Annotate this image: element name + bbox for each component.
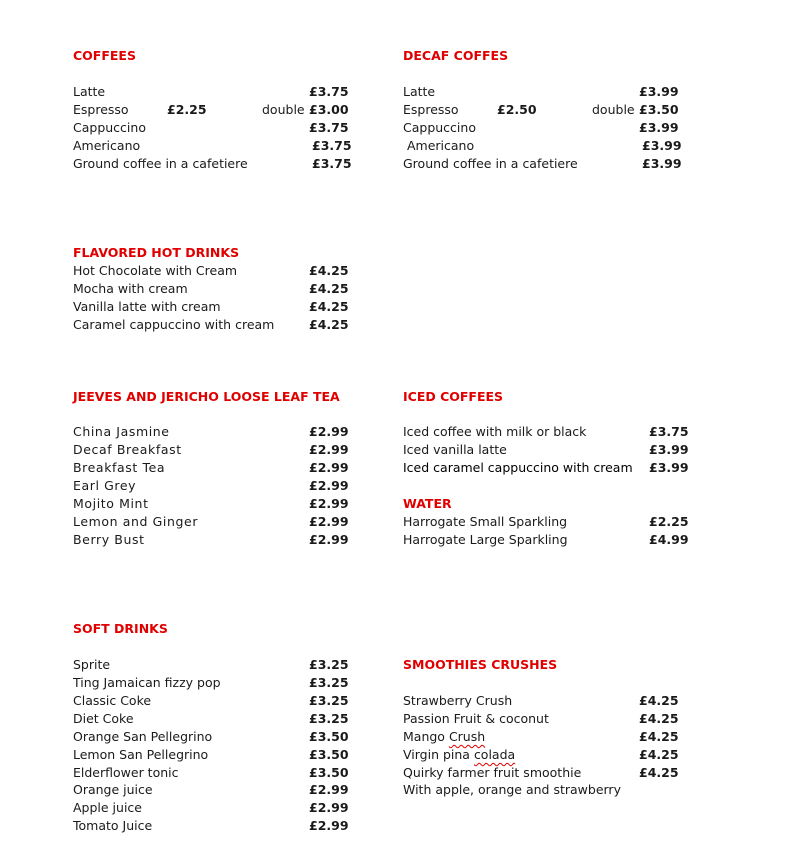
decaf-item-name: Americano bbox=[403, 138, 475, 153]
soft-item-name: Tomato Juice bbox=[73, 818, 153, 833]
iced-item-price: £3.75 bbox=[649, 424, 689, 439]
soft-item-price: £3.50 bbox=[309, 729, 349, 744]
decaf-item-price: £3.99 bbox=[639, 120, 679, 135]
iced-item-name: Iced coffee with milk or black bbox=[403, 424, 587, 439]
smoothies-item-name-part: Mango bbox=[403, 729, 449, 744]
smoothies-item-price: £4.25 bbox=[639, 711, 679, 726]
decaf-item-name: Espresso bbox=[403, 102, 459, 117]
soft-item-price: £3.25 bbox=[309, 657, 349, 672]
coffees-item-price: £3.75 bbox=[309, 120, 349, 135]
coffees-item-name: Cappuccino bbox=[73, 120, 146, 135]
coffees-heading: COFFEES bbox=[73, 48, 136, 63]
decaf-item-name: Ground coffee in a cafetiere bbox=[403, 156, 578, 171]
decaf-item-price: £3.99 bbox=[639, 84, 679, 99]
spellcheck-underlined-word: colada bbox=[473, 747, 516, 762]
soft-item-price: £3.50 bbox=[309, 765, 349, 780]
tea-item-name: Lemon and Ginger bbox=[73, 514, 199, 529]
flavored-item-name: Mocha with cream bbox=[73, 281, 188, 296]
flavored-item-price: £4.25 bbox=[309, 281, 349, 296]
tea-item-name: Mojito Mint bbox=[73, 496, 149, 511]
flavored-heading: FLAVORED HOT DRINKS bbox=[73, 245, 240, 260]
tea-item-price: £2.99 bbox=[309, 442, 349, 457]
decaf-double-label: double bbox=[592, 102, 635, 117]
water-item-name: Harrogate Small Sparkling bbox=[403, 514, 568, 529]
smoothies-item-name-part: Virgin pina bbox=[403, 747, 474, 762]
soft-item-name: Ting Jamaican fizzy pop bbox=[73, 675, 221, 690]
coffees-item-price: £3.00 bbox=[309, 102, 349, 117]
water-item-price: £4.99 bbox=[649, 532, 689, 547]
smoothies-item-name: Quirky farmer fruit smoothie bbox=[403, 765, 582, 780]
tea-item-price: £2.99 bbox=[309, 532, 349, 547]
coffees-item-price: £3.75 bbox=[312, 138, 352, 153]
iced-item-price: £3.99 bbox=[649, 460, 689, 475]
decaf-item-price: £3.99 bbox=[642, 156, 682, 171]
smoothies-item-price: £4.25 bbox=[639, 729, 679, 744]
soft-item-price: £2.99 bbox=[309, 782, 349, 797]
smoothies-item-price: £4.25 bbox=[639, 693, 679, 708]
smoothies-item-price: £4.25 bbox=[639, 747, 679, 762]
tea-item-price: £2.99 bbox=[309, 478, 349, 493]
smoothies-item-name: Passion Fruit & coconut bbox=[403, 711, 549, 726]
water-item-price: £2.25 bbox=[649, 514, 689, 529]
soft-item-name: Orange juice bbox=[73, 782, 153, 797]
flavored-item-price: £4.25 bbox=[309, 299, 349, 314]
decaf-item-name: Cappuccino bbox=[403, 120, 476, 135]
decaf-item-price: £3.99 bbox=[642, 138, 682, 153]
smoothies-item-price: £4.25 bbox=[639, 765, 679, 780]
coffees-item-name: Americano bbox=[73, 138, 141, 153]
water-heading: WATER bbox=[403, 496, 452, 511]
tea-item-price: £2.99 bbox=[309, 496, 349, 511]
flavored-item-name: Hot Chocolate with Cream bbox=[73, 263, 238, 278]
flavored-item-price: £4.25 bbox=[309, 317, 349, 332]
iced-heading: ICED COFFEES bbox=[403, 389, 504, 404]
tea-item-name: Earl Grey bbox=[73, 478, 137, 493]
tea-item-name: Berry Bust bbox=[73, 532, 145, 547]
soft-item-price: £2.99 bbox=[309, 818, 349, 833]
soft-item-name: Lemon San Pellegrino bbox=[73, 747, 209, 762]
tea-item-price: £2.99 bbox=[309, 514, 349, 529]
tea-item-price: £2.99 bbox=[309, 460, 349, 475]
smoothies-item-name bbox=[403, 728, 485, 746]
smoothies-heading: SMOOTHIES CRUSHES bbox=[403, 657, 558, 672]
soft-item-name: Orange San Pellegrino bbox=[73, 729, 213, 744]
soft-item-name: Classic Coke bbox=[73, 693, 152, 708]
coffees-espresso-single-price: £2.25 bbox=[167, 102, 207, 117]
flavored-item-price: £4.25 bbox=[309, 263, 349, 278]
soft-item-price: £3.25 bbox=[309, 693, 349, 708]
decaf-item-name: Latte bbox=[403, 84, 436, 99]
iced-item-name: Iced caramel cappuccino with cream bbox=[403, 460, 633, 475]
coffees-double-label: double bbox=[262, 102, 305, 117]
flavored-item-name: Vanilla latte with cream bbox=[73, 299, 221, 314]
soft-heading: SOFT DRINKS bbox=[73, 621, 168, 636]
tea-item-price: £2.99 bbox=[309, 424, 349, 439]
iced-item-price: £3.99 bbox=[649, 442, 689, 457]
smoothies-item-name bbox=[403, 746, 515, 764]
soft-item-price: £3.50 bbox=[309, 747, 349, 762]
flavored-item-name: Caramel cappuccino with cream bbox=[73, 317, 275, 332]
tea-item-name: Decaf Breakfast bbox=[73, 442, 182, 457]
smoothies-item-name: Strawberry Crush bbox=[403, 693, 513, 708]
tea-heading: JEEVES AND JERICHO LOOSE LEAF TEA bbox=[73, 389, 340, 404]
soft-item-name: Diet Coke bbox=[73, 711, 134, 726]
coffees-item-name: Espresso bbox=[73, 102, 129, 117]
soft-item-price: £3.25 bbox=[309, 675, 349, 690]
decaf-item-price: £3.50 bbox=[639, 102, 679, 117]
coffees-item-price: £3.75 bbox=[309, 84, 349, 99]
soft-item-price: £3.25 bbox=[309, 711, 349, 726]
coffees-item-name: Latte bbox=[73, 84, 106, 99]
tea-item-name: Breakfast Tea bbox=[73, 460, 166, 475]
tea-item-name: China Jasmine bbox=[73, 424, 170, 439]
soft-item-name: Apple juice bbox=[73, 800, 142, 815]
water-item-name: Harrogate Large Sparkling bbox=[403, 532, 568, 547]
soft-item-name: Sprite bbox=[73, 657, 111, 672]
soft-item-price: £2.99 bbox=[309, 800, 349, 815]
iced-item-name: Iced vanilla latte bbox=[403, 442, 507, 457]
coffees-item-name: Ground coffee in a cafetiere bbox=[73, 156, 248, 171]
decaf-heading: DECAF COFFES bbox=[403, 48, 509, 63]
spellcheck-underlined-word: Crush bbox=[448, 729, 486, 744]
decaf-espresso-single-price: £2.50 bbox=[497, 102, 537, 117]
coffees-item-price: £3.75 bbox=[312, 156, 352, 171]
soft-item-name: Elderflower tonic bbox=[73, 765, 179, 780]
smoothies-note: With apple, orange and strawberry bbox=[403, 782, 621, 797]
